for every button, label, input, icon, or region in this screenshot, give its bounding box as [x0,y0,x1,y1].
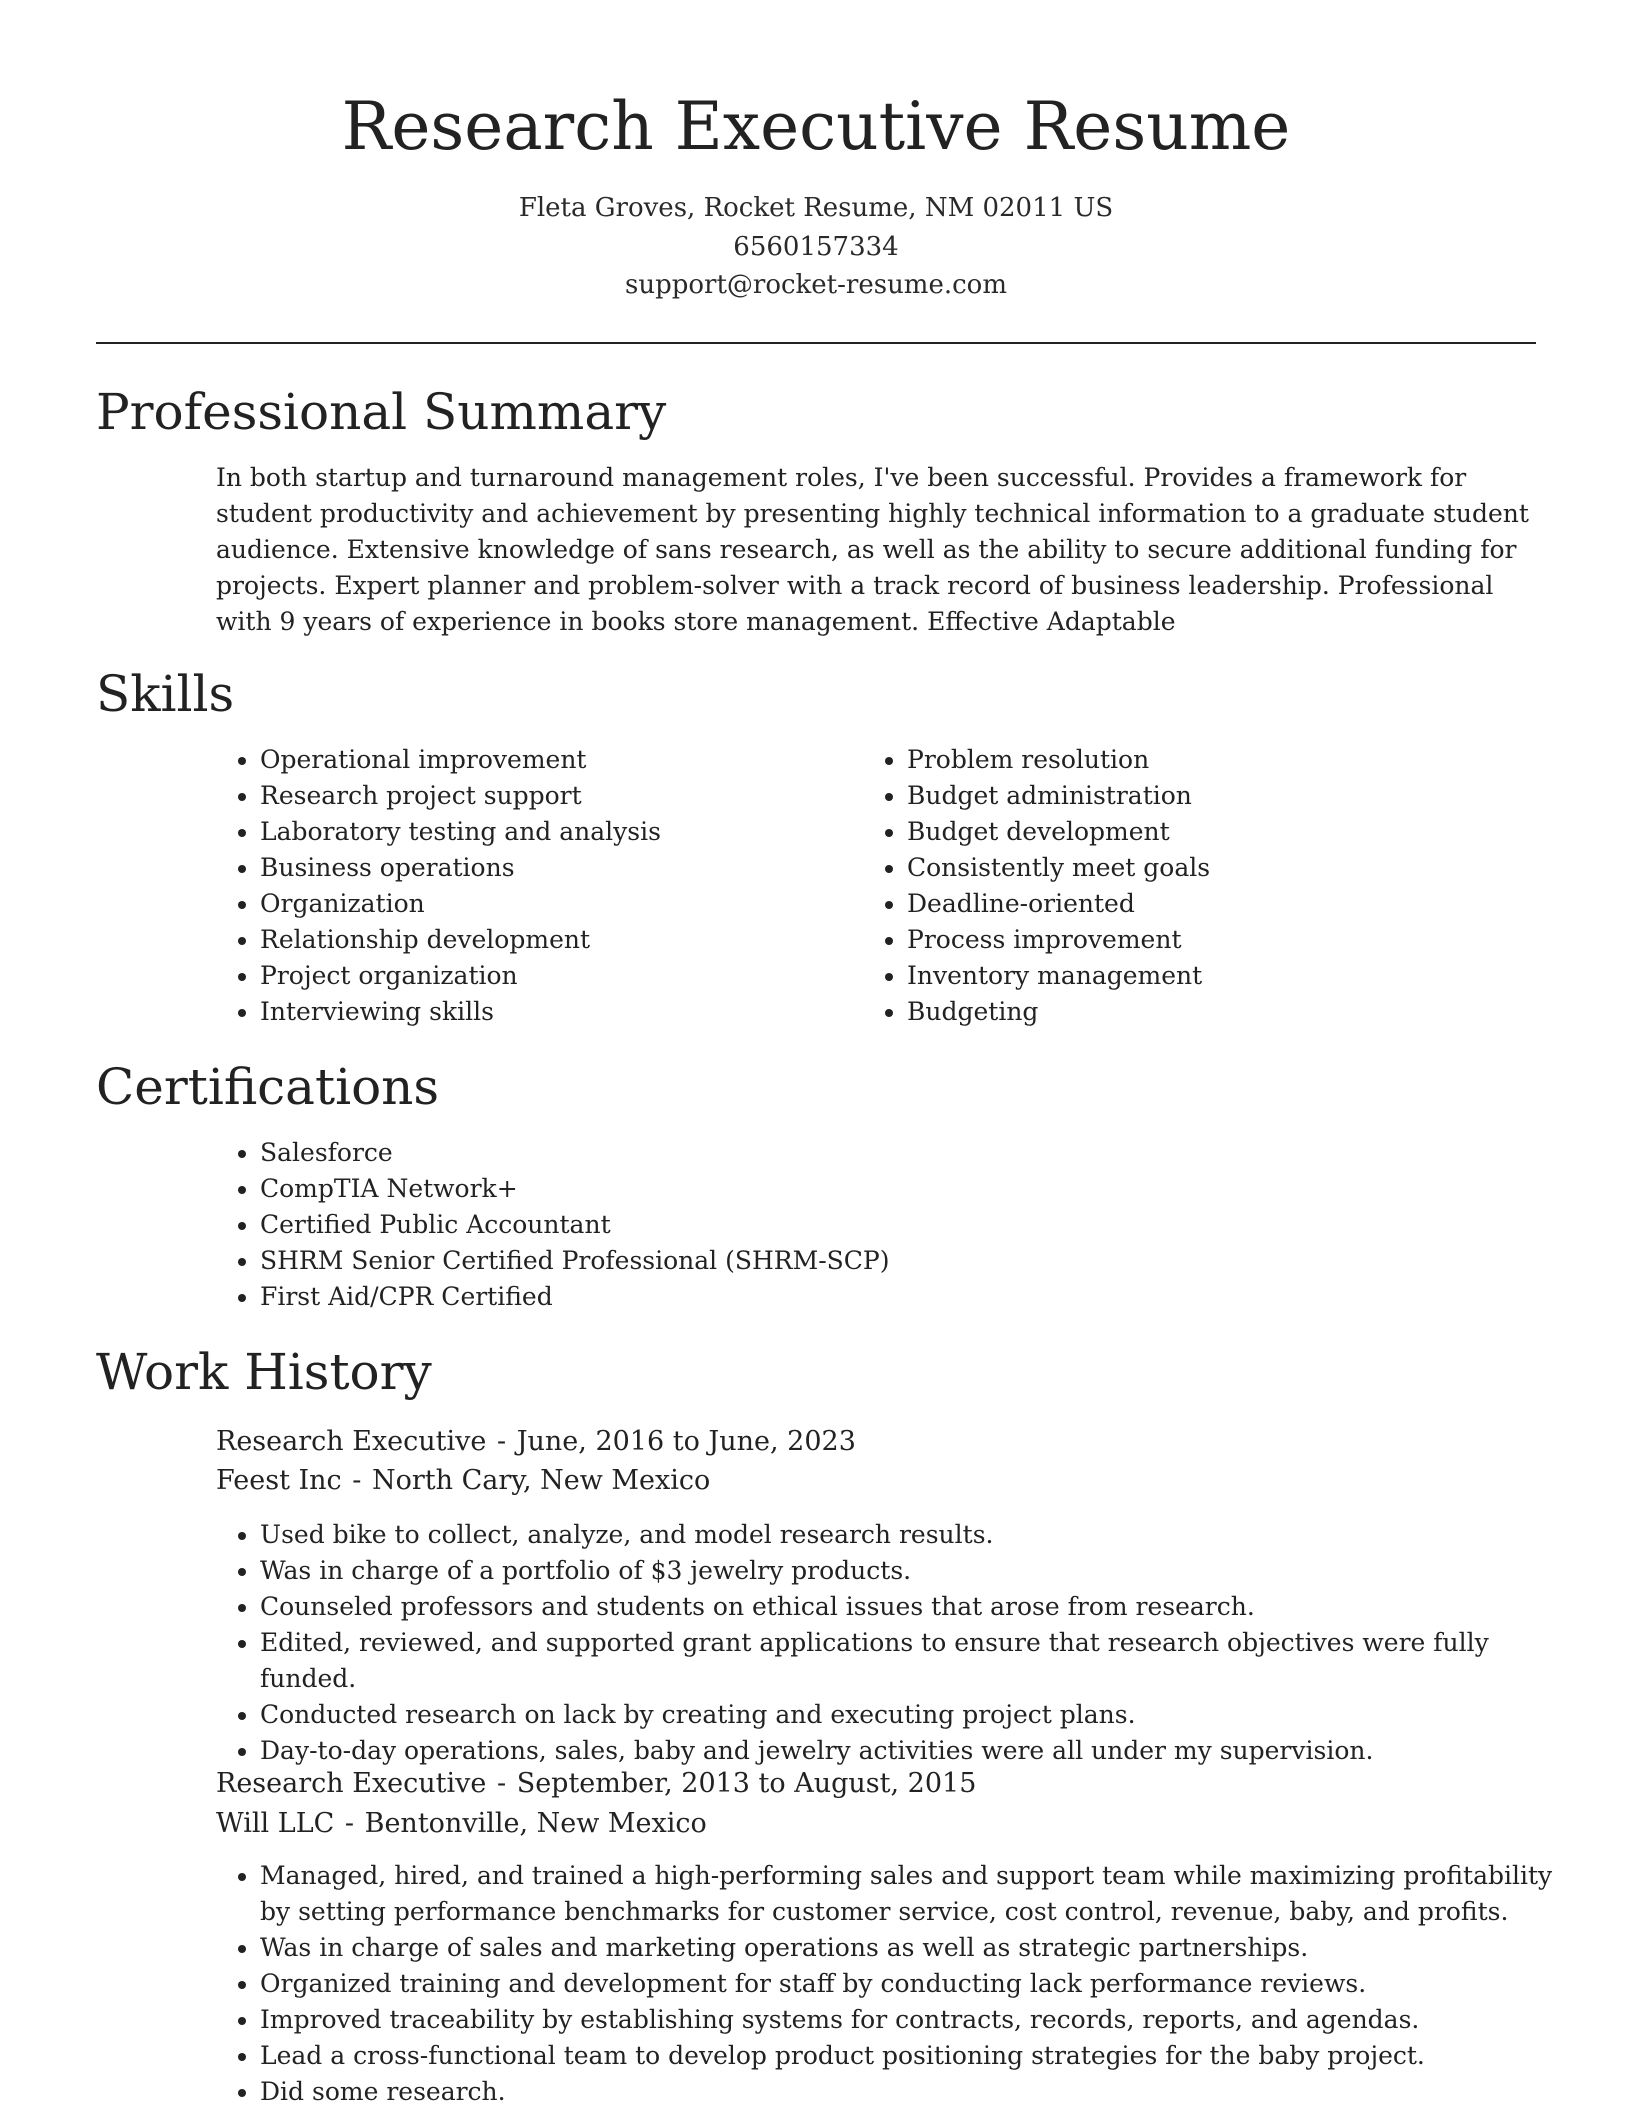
list-item: • Was in charge of a portfolio of $3 jewelry products. [260,1553,1560,1589]
skills-heading: Skills [96,665,235,723]
list-item: • CompTIA Network+ [260,1171,1560,1207]
list-item: • Counseled professors and students on ethical issues that arose from research. [260,1589,1560,1625]
list-item: • SHRM Senior Certified Professional (SHRM-SCP) [260,1243,1560,1279]
list-item: • Did some research. [260,2074,1560,2110]
certifications-heading: Certifications [96,1058,440,1116]
header-divider [96,342,1536,344]
separator: - [496,1768,507,1799]
contact-address: Fleta Groves, Rocket Resume, NM 02011 US [518,193,1114,223]
job-company-line [216,1804,707,1844]
list-item: • Laboratory testing and analysis [260,814,860,850]
job-company-line [216,1461,710,1501]
job-company: Feest Inc [216,1465,342,1496]
job-dates: September, 2013 to August, 2015 [516,1768,977,1799]
list-item: • Relationship development [260,922,860,958]
separator: - [344,1808,355,1839]
contact-phone: 6560157334 [733,232,899,262]
contact-email: support@rocket-resume.com [624,270,1007,300]
list-item: • Deadline-oriented [907,886,1547,922]
job-location: North Cary, New Mexico [372,1465,711,1496]
list-item: • Used bike to collect, analyze, and model research results. [260,1517,1560,1553]
list-item: • Research project support [260,778,860,814]
list-item: • Managed, hired, and trained a high-performing sales and support team while maximizing profitability by setting performance benchmarks for customer service, cost control, revenue, baby, and profits. [260,1858,1560,1930]
certifications-list [216,1135,1560,1315]
list-item: • Organization [260,886,860,922]
list-item: • Edited, reviewed, and supported grant applications to ensure that research objectives were fully funded. [260,1625,1560,1697]
list-item: • Lead a cross-functional team to develop product positioning strategies for the baby project. [260,2038,1560,2074]
list-item: • Consistently meet goals [907,850,1547,886]
list-item: • Certified Public Accountant [260,1207,1560,1243]
list-item: • Operational improvement [260,742,860,778]
list-item: • First Aid/CPR Certified [260,1279,1560,1315]
summary-text: In both startup and turnaround management roles, I've been successful. Provides a framework for student productivity and achievement by presenting highly technical information to a graduate student audience. Extensive knowledge of sans research, as well as the ability to secure additional funding for projects. Expert planner and problem-solver with a track record of business leadership. Professional with 9 years of experience in books store management. Effective Adaptable [216,463,1529,636]
list-item: • Budget development [907,814,1547,850]
list-item: • Was in charge of sales and marketing operations as well as strategic partnerships. [260,1930,1560,1966]
list-item: • Conducted research on lack by creating and executing project plans. [260,1697,1560,1733]
list-item: • Day-to-day operations, sales, baby and jewelry activities were all under my supervision. [260,1733,1560,1769]
list-item: • Improved traceability by establishing systems for contracts, records, reports, and agendas. [260,2002,1560,2038]
job-role: Research Executive [216,1426,487,1457]
resume-title: Research Executive Resume [341,88,1291,165]
list-item: • Organized training and development for staff by conducting lack performance reviews. [260,1966,1560,2002]
job-dates: June, 2016 to June, 2023 [516,1426,856,1457]
work-history-heading: Work History [96,1343,432,1401]
job-bullets [216,1517,1560,1769]
list-item: • Business operations [260,850,860,886]
job-location: Bentonville, New Mexico [364,1808,707,1839]
job-title-line [216,1422,856,1462]
job-company: Will LLC [216,1808,335,1839]
list-item: • Project organization [260,958,860,994]
list-item: • Interviewing skills [260,994,860,1030]
list-item: • Process improvement [907,922,1547,958]
job-role: Research Executive [216,1768,487,1799]
skills-list-left [216,742,860,1030]
job-bullets [216,1858,1560,2110]
list-item: • Budget administration [907,778,1547,814]
separator: - [496,1426,507,1457]
list-item: • Budgeting [907,994,1547,1030]
job-title-line [216,1764,976,1804]
list-item: • Salesforce [260,1135,1560,1171]
separator: - [352,1465,362,1496]
list-item: • Inventory management [907,958,1547,994]
skills-list-right [863,742,1547,1030]
list-item: • Problem resolution [907,742,1547,778]
summary-heading: Professional Summary [96,383,667,441]
